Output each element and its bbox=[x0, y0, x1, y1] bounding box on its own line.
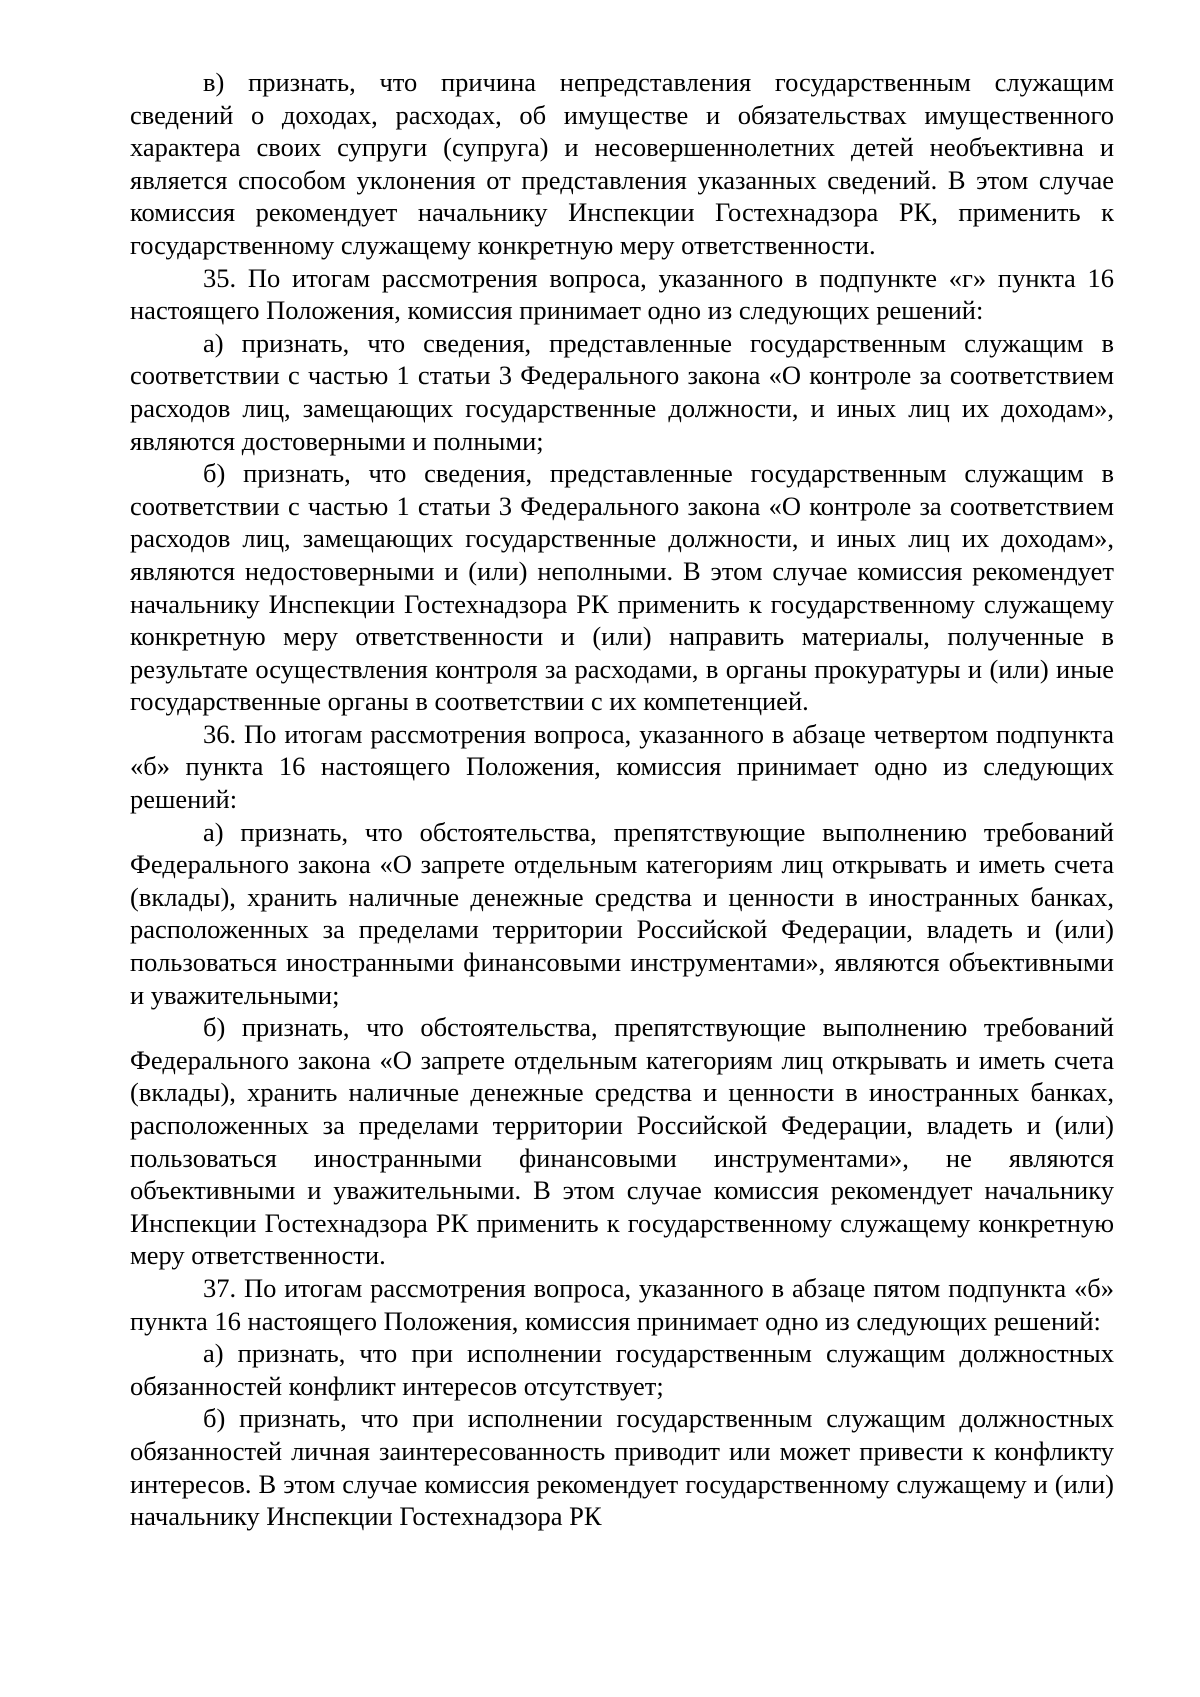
paragraph-37-b: б) признать, что при исполнении государственным служащим должностных обязанностей личная заинтересованность приводит или может привести к конфликту интересов. В этом случае комиссия рекомендует государственному служащему и (или) начальнику Инспекции Гостехнадзора РК bbox=[130, 1403, 1114, 1532]
paragraph-37: 37. По итогам рассмотрения вопроса, указанного в абзаце пятом подпункта «б» пункта 16 настоящего Положения, комиссия принимает одно из следующих решений: bbox=[130, 1272, 1114, 1336]
document-body bbox=[130, 66, 1114, 1533]
paragraph-37-a: а) признать, что при исполнении государственным служащим должностных обязанностей конфликт интересов отсутствует; bbox=[130, 1338, 1114, 1401]
paragraph-36-b: б) признать, что обстоятельства, препятствующие выполнению требований Федерального закона «О запрете отдельным категориям лиц открывать и иметь счета (вклады), хранить наличные денежные средства и ценности в иностранных банках, расположенных за пределами территории Российской Федерации, владеть и (или) пользоваться иностранными финансовыми инструментами», не являются объективными и уважительными. В этом случае комиссия рекомендует начальнику Инспекции Гостехнадзора РК применить к государственному служащему конкретную меру ответственности. bbox=[130, 1012, 1114, 1271]
paragraph-35-a: а) признать, что сведения, представленные государственным служащим в соответствии с частью 1 статьи 3 Федерального закона «О контроле за соответствием расходов лиц, замещающих государственные должности, и иных лиц их доходам», являются достоверными и полными; bbox=[130, 327, 1114, 456]
paragraph-36-a: а) признать, что обстоятельства, препятствующие выполнению требований Федерального закона «О запрете отдельным категориям лиц открывать и иметь счета (вклады), хранить наличные денежные средства и ценности в иностранных банках, расположенных за пределами территории Российской Федерации, владеть и (или) пользоваться иностранными финансовыми инструментами», являются объективными и уважительными; bbox=[130, 816, 1114, 1010]
paragraph-34-v: в) признать, что причина непредставления государственным служащим сведений о доходах, расходах, об имуществе и обязательствах имущественного характера своих супруги (супруга) и несовершеннолетних детей необъективна и является способом уклонения от представления указанных сведений. В этом случае комиссия рекомендует начальнику Инспекции Гостехнадзора РК, применить к государственному служащему конкретную меру ответственности. bbox=[130, 67, 1114, 260]
paragraph-35: 35. По итогам рассмотрения вопроса, указанного в подпункте «г» пункта 16 настоящего Положения, комиссия принимает одно из следующих решений: bbox=[130, 262, 1114, 326]
paragraph-36: 36. По итогам рассмотрения вопроса, указанного в абзаце четвертом подпункта «б» пункта 16 настоящего Положения, комиссия принимает одно из следующих решений: bbox=[130, 718, 1114, 815]
paragraph-35-b: б) признать, что сведения, представленные государственным служащим в соответствии с частью 1 статьи 3 Федерального закона «О контроле за соответствием расходов лиц, замещающих государственные должности, и иных лиц их доходам», являются недостоверными и (или) неполными. В этом случае комиссия рекомендует начальнику Инспекции Гостехнадзора РК применить к государственному служащему конкретную меру ответственности и (или) направить материалы, полученные в результате осуществления контроля за расходами, в органы прокуратуры и (или) иные государственные органы в соответствии с их компетенцией. bbox=[130, 458, 1114, 717]
